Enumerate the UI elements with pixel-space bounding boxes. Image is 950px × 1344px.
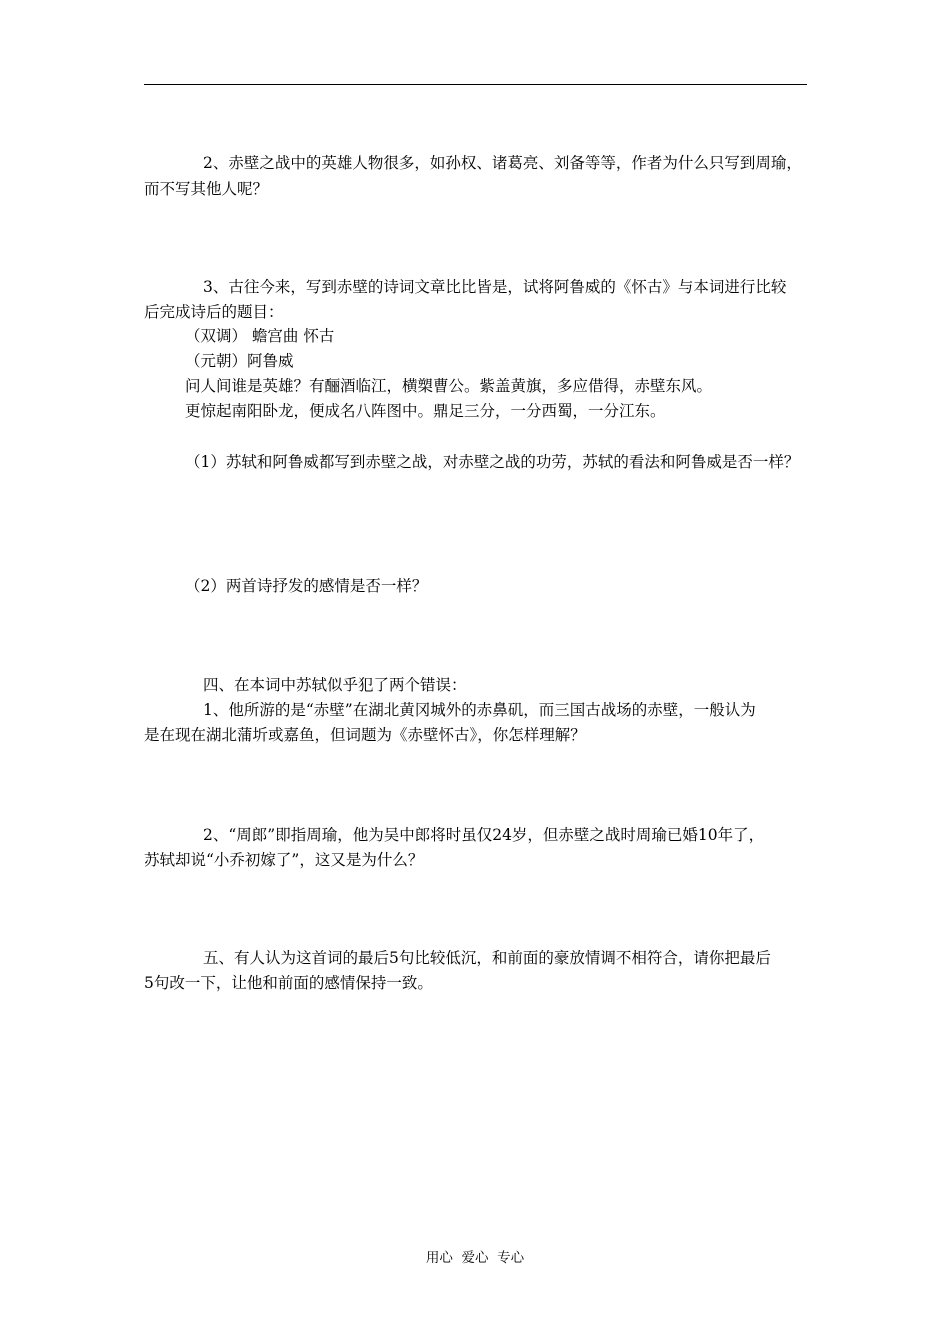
section-4-question-2-line-1: 2、“周郎”即指周瑜，他为吴中郎将时虽仅24岁，但赤壁之战时周瑜已婚10年了， <box>203 826 765 844</box>
section-4-question-1-line-2: 是在现在湖北蒲圻或嘉鱼，但词题为《赤壁怀古》，你怎样理解？ <box>144 726 586 744</box>
section-5-line-2: 5句改一下，让他和前面的感情保持一致。 <box>144 974 433 992</box>
header-rule <box>144 84 807 85</box>
poem-title: （双调） 蟾宫曲 怀古 <box>185 327 335 345</box>
page-footer: 用心 爱心 专心 <box>425 1250 525 1266</box>
section-4-question-1-line-1: 1、他所游的是“赤壁”在湖北黄冈城外的赤鼻矶，而三国古战场的赤壁，一般认为 <box>203 701 756 719</box>
poem-author: （元朝）阿鲁威 <box>185 352 294 370</box>
section-4-heading: 四、在本词中苏轼似乎犯了两个错误： <box>203 676 467 694</box>
sub-question-1: （1）苏轼和阿鲁威都写到赤壁之战，对赤壁之战的功劳，苏轼的看法和阿鲁威是否一样？ <box>185 453 800 471</box>
poem-line-1: 问人间谁是英雄？有酾酒临江，横槊曹公。紫盖黄旗，多应借得，赤壁东风。 <box>185 377 713 395</box>
question-3-line-1: 3、古往今来，写到赤壁的诗词文章比比皆是，试将阿鲁威的《怀古》与本词进行比较 <box>203 278 787 296</box>
question-2-line-1: 2、赤壁之战中的英雄人物很多，如孙权、诸葛亮、刘备等等，作者为什么只写到周瑜， <box>203 154 802 172</box>
sub-question-2: （2）两首诗抒发的感情是否一样？ <box>185 577 428 595</box>
question-2-line-2: 而不写其他人呢？ <box>144 180 269 198</box>
section-5-line-1: 五、有人认为这首词的最后5句比较低沉，和前面的豪放情调不相符合，请你把最后 <box>203 949 771 967</box>
section-4-question-2-line-2: 苏轼却说“小乔初嫁了”，这又是为什么？ <box>144 851 424 869</box>
question-3-line-2: 后完成诗后的题目： <box>144 303 284 321</box>
poem-line-2: 更惊起南阳卧龙，便成名八阵图中。鼎足三分，一分西蜀，一分江东。 <box>185 402 666 420</box>
